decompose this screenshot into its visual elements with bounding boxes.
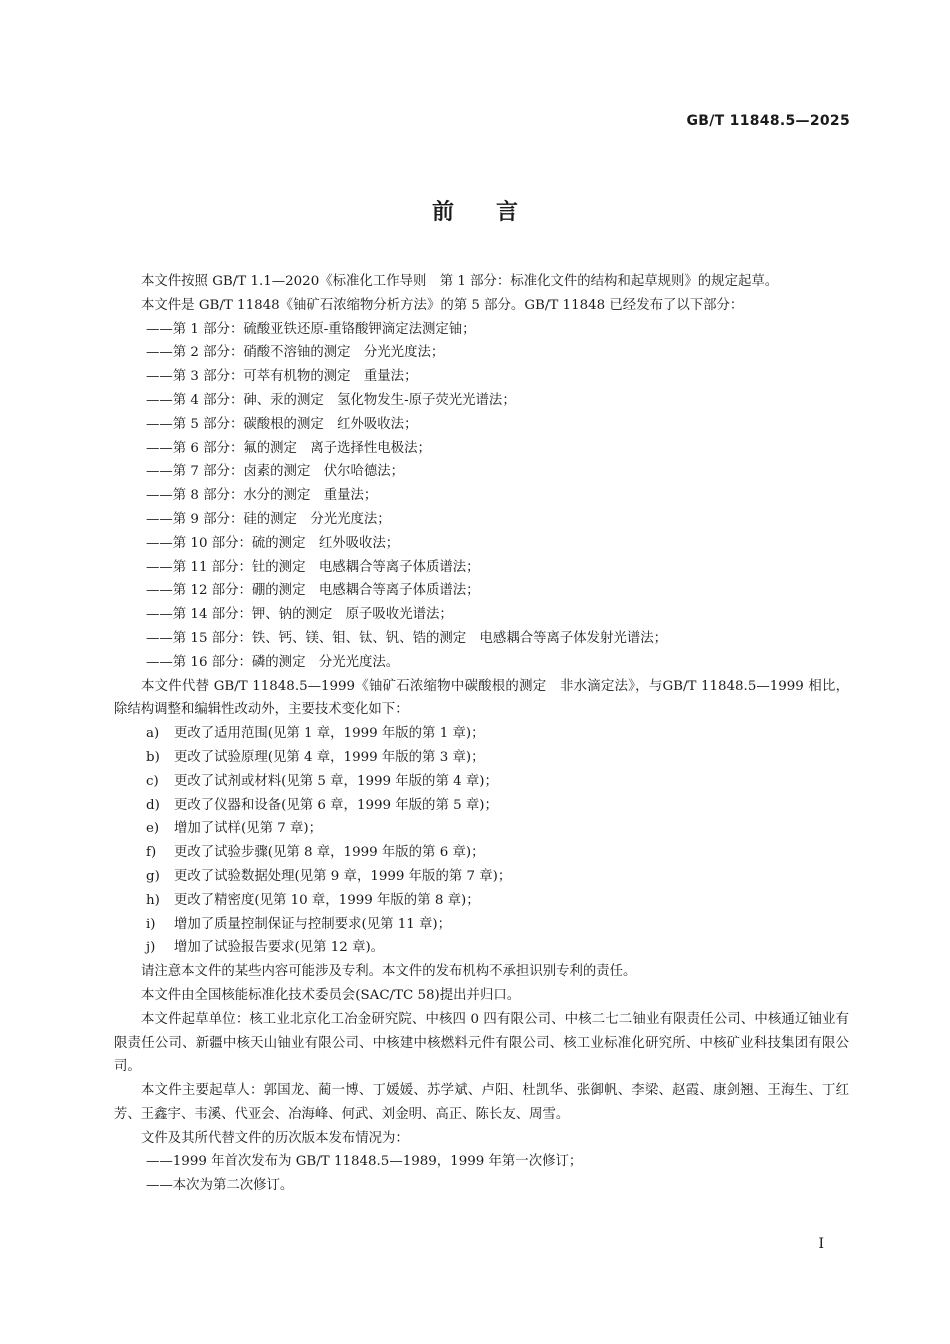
list-item-change	[114, 913, 849, 937]
list-item-part: ——第 10 部分：硫的测定 红外吸收法；	[146, 535, 400, 551]
list-item-change	[114, 817, 849, 841]
list-item-part: ——第 8 部分：水分的测定 重量法；	[146, 488, 378, 504]
list-item-part: ——第 4 部分：砷、汞的测定 氢化物发生-原子荧光光谱法；	[146, 392, 516, 408]
list-item-label: e)	[146, 821, 160, 837]
list-item-text: 增加了试样(见第 7 章)；	[174, 821, 322, 837]
list-item-text: 增加了质量控制保证与控制要求(见第 11 章)；	[174, 916, 452, 932]
list-item-part: ——第 6 部分：氟的测定 离子选择性电极法；	[146, 440, 431, 456]
list-item-part: ——第 12 部分：硼的测定 电感耦合等离子体质谱法；	[146, 583, 480, 599]
standard-code: GB/T 11848.5—2025	[686, 113, 850, 129]
list-item-part: ——第 7 部分：卤素的测定 伏尔哈德法；	[146, 464, 405, 480]
list-item-part: ——第 3 部分：可萃有机物的测定 重量法；	[146, 369, 418, 385]
list-item-label: j)	[146, 940, 156, 956]
paragraph-replacement: 本文件代替 GB/T 11848.5—1999《铀矿石浓缩物中碳酸根的测定 非水滴定法》，与GB/T 11848.5—1999 相比，除结构调整和编辑性改动外，主要技术变化如下：	[114, 678, 849, 718]
list-item-change	[114, 841, 849, 865]
paragraph-series-intro: 本文件是 GB/T 11848《铀矿石浓缩物分析方法》的第 5 部分。GB/T 11848 已经发布了以下部分：	[141, 297, 744, 313]
list-item-change	[114, 722, 849, 746]
page-number: I	[818, 1236, 824, 1252]
list-item-text: 增加了试验报告要求(见第 12 章)。	[174, 940, 385, 956]
list-item-history: ——本次为第二次修订。	[146, 1178, 294, 1194]
list-item-text: 更改了仪器和设备(见第 6 章，1999 年版的第 5 章)；	[174, 797, 498, 813]
list-item-text: 更改了适用范围(见第 1 章，1999 年版的第 1 章)；	[174, 726, 485, 742]
list-item-part: ——第 16 部分：磷的测定 分光光度法。	[146, 654, 400, 670]
list-item-part: ——第 9 部分：硅的测定 分光光度法；	[146, 511, 391, 527]
list-item-part: ——第 2 部分：硝酸不溶铀的测定 分光光度法；	[146, 345, 445, 361]
list-item-text: 更改了试验数据处理(见第 9 章，1999 年版的第 7 章)；	[174, 868, 512, 884]
list-item-part: ——第 1 部分：硫酸亚铁还原-重铬酸钾滴定法测定铀；	[146, 321, 476, 337]
list-item-label: h)	[146, 892, 160, 908]
paragraph-drafters: 本文件主要起草人：郭国龙、蔺一博、丁媛媛、苏学斌、卢阳、杜凯华、张御帆、李梁、赵霞、康剑翘、王海生、丁红芳、王鑫宇、韦溪、代亚会、冶海峰、何武、刘金明、高正、陈长友、周雪。	[114, 1083, 849, 1122]
foreword-body	[114, 270, 849, 1198]
list-item-text: 更改了试剂或材料(见第 5 章，1999 年版的第 4 章)；	[174, 773, 498, 789]
list-item-label: i)	[146, 916, 156, 932]
list-item-label: c)	[146, 773, 159, 789]
page-title: 前言	[431, 200, 560, 225]
list-item-label: g)	[146, 868, 160, 884]
list-item-change	[114, 770, 849, 794]
list-item-part: ——第 15 部分：铁、钙、镁、钼、钛、钒、锆的测定 电感耦合等离子体发射光谱法；	[146, 630, 668, 646]
list-item-change	[114, 865, 849, 889]
list-item-label: a)	[146, 726, 160, 742]
paragraph-proposer: 本文件由全国核能标准化技术委员会(SAC/TC 58)提出并归口。	[141, 987, 521, 1003]
list-item-label: b)	[146, 749, 160, 765]
list-item-label: f)	[146, 845, 157, 861]
paragraph-drafting-rules: 本文件按照 GB/T 1.1—2020《标准化工作导则 第 1 部分：标准化文件的结构和起草规则》的规定起草。	[141, 274, 779, 289]
paragraph-history-intro: 文件及其所代替文件的历次版本发布情况为：	[141, 1130, 409, 1146]
list-item-change	[114, 746, 849, 770]
list-item-change	[114, 889, 849, 913]
list-item-text: 更改了精密度(见第 10 章，1999 年版的第 8 章)；	[174, 892, 480, 908]
list-item-part: ——第 14 部分：钾、钠的测定 原子吸收光谱法；	[146, 607, 453, 623]
paragraph-patent-notice: 请注意本文件的某些内容可能涉及专利。本文件的发布机构不承担识别专利的责任。	[141, 964, 637, 980]
list-item-label: d)	[146, 797, 160, 813]
list-item-text: 更改了试验步骤(见第 8 章，1999 年版的第 6 章)；	[174, 845, 485, 861]
list-item-history: ——1999 年首次发布为 GB/T 11848.5—1989，1999 年第一次修订；	[146, 1154, 583, 1170]
paragraph-drafting-units: 本文件起草单位：核工业北京化工冶金研究院、中核四 0 四有限公司、中核二七二铀业有限责任公司、中核通辽铀业有限责任公司、新疆中核天山铀业有限公司、中核建中核燃料元件有限公司、核工业标准化研究所、中核矿业科技集团有限公司。	[114, 1011, 849, 1075]
list-item-part: ——第 5 部分：碳酸根的测定 红外吸收法；	[146, 416, 418, 432]
list-item-text: 更改了试验原理(见第 4 章，1999 年版的第 3 章)；	[174, 749, 485, 765]
list-item-change	[114, 794, 849, 818]
list-item-part: ——第 11 部分：钍的测定 电感耦合等离子体质谱法；	[146, 559, 480, 575]
list-item-change	[114, 936, 849, 960]
